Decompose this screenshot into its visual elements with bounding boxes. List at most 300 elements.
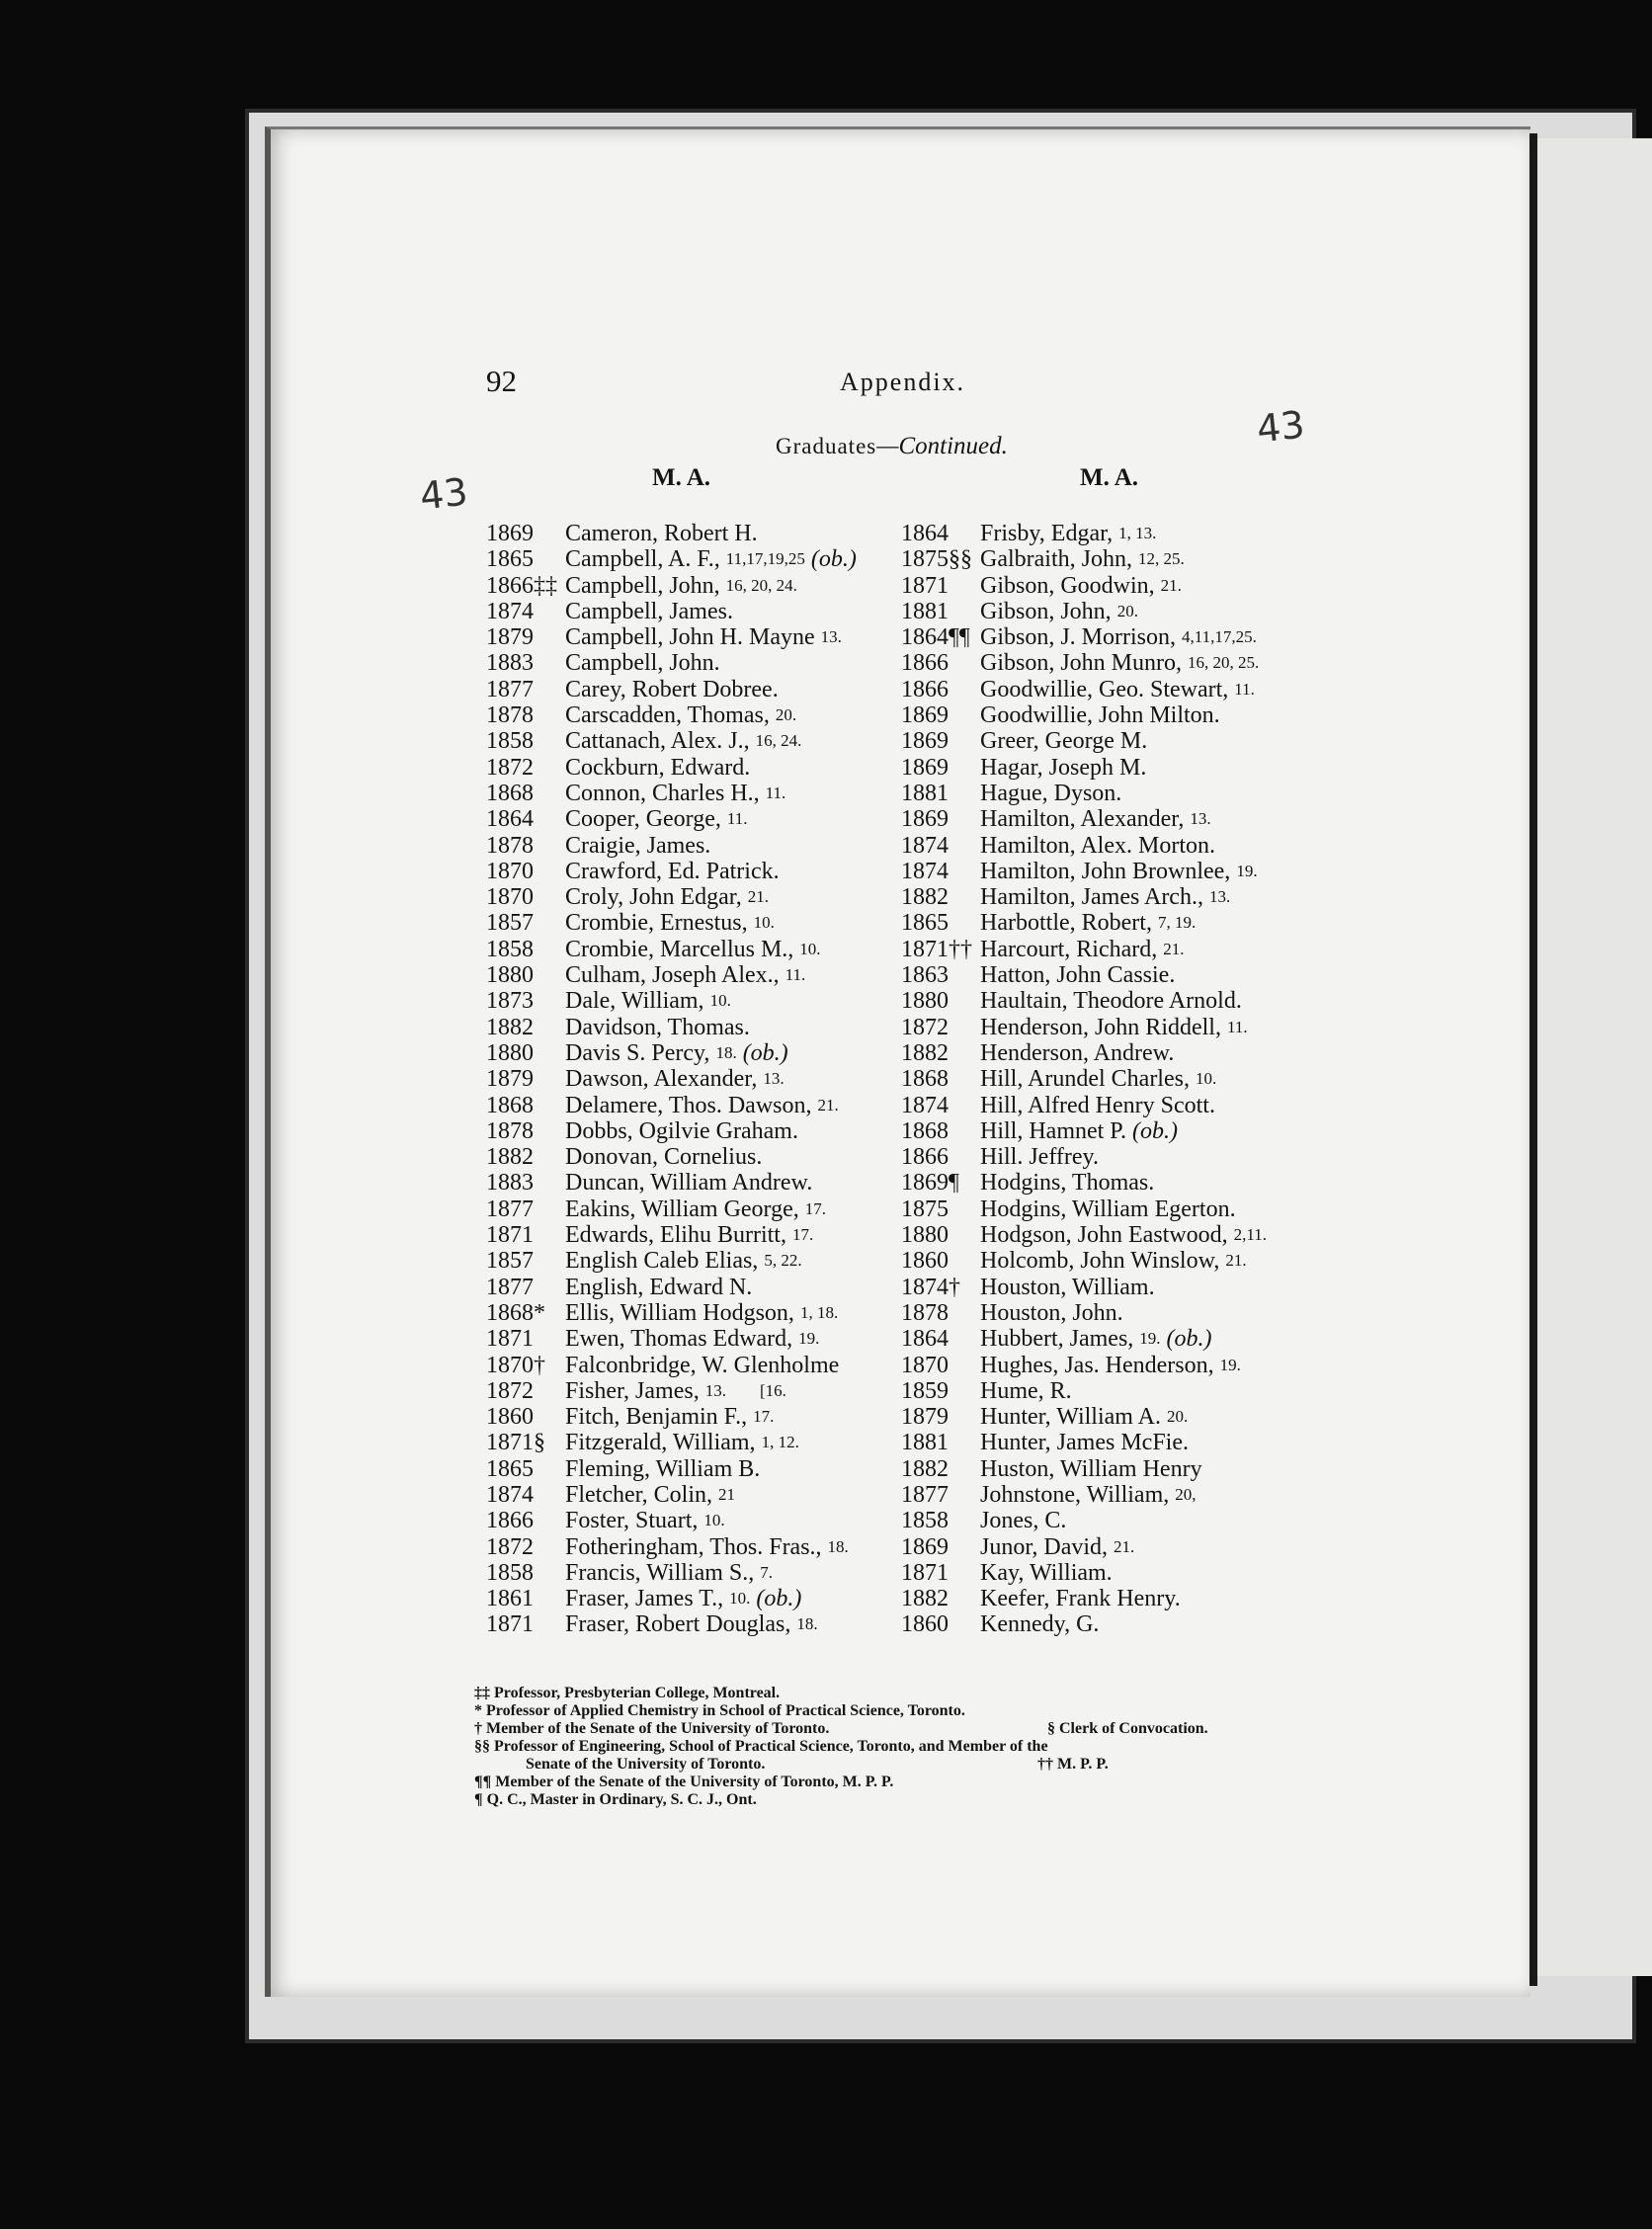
graduate-entry xyxy=(901,1353,1267,1378)
graduate-entry xyxy=(901,1197,1267,1222)
footnote: Senate of the University of Toronto. †† M. P. P. xyxy=(526,1756,1109,1773)
reference-numbers: 13. xyxy=(763,1069,785,1089)
graduate-name: Haultain, Theodore Arnold. xyxy=(980,988,1242,1015)
footnote-right: § Clerk of Convocation. xyxy=(1047,1720,1208,1737)
reference-numbers: 7, 19. xyxy=(1157,913,1197,933)
graduate-entry xyxy=(901,1456,1267,1482)
graduate-name: Ellis, William Hodgson, xyxy=(565,1299,794,1326)
reference-numbers: 7. xyxy=(760,1562,773,1582)
graduate-entry xyxy=(901,1300,1267,1326)
right-column-list xyxy=(901,521,1267,1638)
graduate-name: Craigie, James. xyxy=(565,832,711,859)
graduation-year: 1866 xyxy=(901,1144,949,1171)
graduate-entry xyxy=(901,1404,1267,1430)
graduate-name: Hodgins, Thomas. xyxy=(980,1170,1155,1197)
graduate-entry xyxy=(901,755,1267,781)
graduate-name: Hill, Arundel Charles, xyxy=(980,1066,1190,1093)
graduation-year: 1877 xyxy=(486,1196,534,1222)
graduation-year: 1873 xyxy=(486,988,534,1015)
obituary-mark: (ob.) xyxy=(1132,1117,1178,1144)
graduate-entry xyxy=(901,781,1267,806)
graduate-name: Hughes, Jas. Henderson, xyxy=(980,1352,1214,1378)
reference-numbers: 21. xyxy=(1114,1536,1135,1556)
graduate-name: Cattanach, Alex. J., xyxy=(565,728,750,755)
graduate-name: Campbell, James. xyxy=(565,598,733,624)
graduate-name: Goodwillie, Geo. Stewart, xyxy=(980,676,1229,702)
graduation-year: 1870 xyxy=(486,858,534,884)
graduation-year: 1868 xyxy=(486,780,534,806)
graduate-entry xyxy=(901,1378,1267,1404)
reference-numbers: 1, 12. xyxy=(761,1433,799,1452)
graduate-entry xyxy=(901,546,1267,572)
graduate-name: Carey, Robert Dobree. xyxy=(565,676,779,702)
graduation-year: 1871 xyxy=(486,1430,534,1456)
graduate-entry xyxy=(486,1170,857,1196)
graduation-year: 1874 xyxy=(901,1274,949,1300)
graduation-year: 1865 xyxy=(486,546,534,573)
graduate-name: Harbottle, Robert, xyxy=(980,910,1152,937)
reference-numbers: 21. xyxy=(747,887,770,907)
footnote-mark: † xyxy=(949,1274,960,1300)
graduation-year: 1875 xyxy=(901,1196,949,1222)
reference-numbers: 11. xyxy=(785,965,806,985)
graduate-name: Huston, William Henry xyxy=(980,1455,1202,1482)
graduate-name: Kay, William. xyxy=(980,1559,1113,1586)
reference-numbers: 12, 25. xyxy=(1137,549,1185,569)
graduate-entry xyxy=(901,1040,1267,1066)
graduation-year: 1880 xyxy=(901,988,949,1015)
graduate-name: Culham, Joseph Alex., xyxy=(565,962,780,989)
graduate-entry xyxy=(486,884,857,910)
graduation-year: 1872 xyxy=(486,754,534,781)
graduation-year: 1858 xyxy=(486,1559,534,1586)
graduation-year: 1869 xyxy=(901,1533,949,1560)
graduation-year: 1871 xyxy=(486,1611,534,1638)
graduation-year: 1868 xyxy=(901,1117,949,1144)
graduate-name: Hamilton, Alexander, xyxy=(980,806,1185,833)
graduate-name: Eakins, William George, xyxy=(565,1196,799,1222)
reference-numbers: 11. xyxy=(1226,1017,1248,1036)
graduation-year: 1872 xyxy=(486,1377,534,1404)
graduate-name: Campbell, John H. Mayne xyxy=(565,624,815,651)
graduate-name: Henderson, Andrew. xyxy=(980,1039,1175,1066)
reference-numbers: 18. xyxy=(827,1536,849,1556)
graduate-name: Fotheringham, Thos. Fras., xyxy=(565,1533,822,1560)
graduate-name: Hodgson, John Eastwood, xyxy=(980,1222,1228,1249)
reference-numbers: 13. xyxy=(820,627,842,647)
graduate-entry xyxy=(486,650,857,676)
graduation-year: 1868 xyxy=(486,1092,534,1118)
graduation-year: 1857 xyxy=(486,910,534,937)
graduate-entry xyxy=(486,1353,857,1378)
graduation-year: 1882 xyxy=(901,1455,949,1482)
graduate-entry xyxy=(486,1248,857,1274)
graduate-entry xyxy=(486,937,857,962)
graduation-year: 1859 xyxy=(901,1377,949,1404)
graduation-year: 1878 xyxy=(486,832,534,859)
graduate-name: Hatton, John Cassie. xyxy=(980,962,1176,989)
graduate-entry xyxy=(486,702,857,728)
graduate-entry xyxy=(486,1015,857,1040)
graduation-year: 1866 xyxy=(901,650,949,677)
graduation-year: 1882 xyxy=(901,884,949,911)
graduate-entry xyxy=(486,1300,857,1326)
footnote-mark: § xyxy=(534,1430,545,1456)
graduation-year: 1882 xyxy=(486,1014,534,1040)
graduate-name: Hagar, Joseph M. xyxy=(980,754,1147,781)
graduation-year: 1872 xyxy=(486,1533,534,1560)
reference-numbers: 16, 20, 24. xyxy=(725,575,797,595)
graduation-year: 1879 xyxy=(901,1404,949,1431)
reference-numbers: 1, 13. xyxy=(1118,524,1157,542)
footnote: ¶ Q. C., Master in Ordinary, S. C. J., Ont. xyxy=(474,1791,757,1808)
graduate-name: Houston, William. xyxy=(980,1274,1155,1300)
graduate-name: Gibson, J. Morrison, xyxy=(980,624,1177,651)
graduate-entry xyxy=(486,1275,857,1300)
graduate-name: Johnstone, William, xyxy=(980,1481,1170,1508)
graduation-year: 1865 xyxy=(901,910,949,937)
obituary-mark: (ob.) xyxy=(742,1039,788,1066)
graduate-entry xyxy=(901,1611,1267,1637)
graduation-year: 1874 xyxy=(486,598,534,624)
graduate-entry xyxy=(901,1170,1267,1196)
graduate-entry xyxy=(901,962,1267,988)
graduate-name: Hill, Hamnet P. xyxy=(980,1117,1126,1144)
graduation-year: 1866 xyxy=(901,676,949,702)
graduate-entry xyxy=(486,1482,857,1508)
graduation-year: 1869 xyxy=(901,806,949,833)
reference-numbers: 20. xyxy=(775,705,797,725)
graduate-entry xyxy=(486,1197,857,1222)
graduate-entry xyxy=(486,677,857,702)
graduate-name: Falconbridge, W. Glenholme xyxy=(565,1352,840,1378)
graduate-entry xyxy=(901,1482,1267,1508)
graduation-year: 1869 xyxy=(901,754,949,781)
graduation-year: 1871 xyxy=(901,1559,949,1586)
graduation-year: 1857 xyxy=(486,1248,534,1275)
graduation-year: 1860 xyxy=(486,1404,534,1431)
graduate-name: Ewen, Thomas Edward, xyxy=(565,1326,793,1353)
graduate-entry xyxy=(901,1586,1267,1611)
reference-numbers: 17. xyxy=(753,1407,775,1427)
graduate-name: Campbell, John, xyxy=(565,572,720,599)
handwritten-note-right: 43 xyxy=(1254,402,1307,452)
graduate-name: Hunter, James McFie. xyxy=(980,1430,1189,1456)
obituary-mark: (ob.) xyxy=(810,546,857,573)
footnote-mark: ¶ xyxy=(949,1170,959,1197)
reference-numbers: 5, 22. xyxy=(764,1251,802,1271)
graduate-name: Connon, Charles H., xyxy=(565,780,760,806)
reference-numbers: 20, xyxy=(1175,1484,1197,1504)
graduation-year: 1869 xyxy=(901,1170,949,1197)
graduate-entry xyxy=(486,599,857,624)
graduate-entry xyxy=(901,806,1267,832)
graduate-entry xyxy=(486,1144,857,1170)
graduation-year: 1882 xyxy=(901,1586,949,1612)
graduate-name: Dobbs, Ogilvie Graham. xyxy=(565,1117,798,1144)
graduate-name: Cooper, George, xyxy=(565,806,721,833)
graduate-name: Croly, John Edgar, xyxy=(565,884,742,911)
obituary-mark: (ob.) xyxy=(1166,1326,1212,1353)
graduation-year: 1870 xyxy=(486,884,534,911)
graduation-year: 1858 xyxy=(486,728,534,755)
footnote-right: †† M. P. P. xyxy=(1037,1756,1109,1773)
reference-numbers: 19. xyxy=(1139,1329,1161,1349)
graduation-year: 1868 xyxy=(486,1299,534,1326)
graduate-name: Dawson, Alexander, xyxy=(565,1066,758,1093)
reference-numbers: 20. xyxy=(1116,601,1138,620)
reference-numbers: 21. xyxy=(1225,1251,1247,1271)
graduate-entry xyxy=(901,1430,1267,1455)
graduate-entry xyxy=(901,624,1267,650)
graduation-year: 1866 xyxy=(486,572,534,599)
footnote-mark: §§ xyxy=(949,546,972,573)
footnote-mark: †† xyxy=(949,936,972,962)
graduate-entry xyxy=(486,1040,857,1066)
reference-numbers: 11. xyxy=(1234,679,1255,699)
graduate-entry xyxy=(901,1118,1267,1144)
graduation-year: 1880 xyxy=(901,1222,949,1249)
graduate-name: Davidson, Thomas. xyxy=(565,1014,750,1040)
graduate-entry xyxy=(486,1378,857,1404)
left-column-list xyxy=(486,521,857,1638)
graduate-entry xyxy=(486,1093,857,1118)
graduate-name: Gibson, Goodwin, xyxy=(980,572,1155,599)
graduation-year: 1871 xyxy=(486,1326,534,1353)
graduate-entry xyxy=(901,702,1267,728)
graduate-name: Crawford, Ed. Patrick. xyxy=(565,858,780,884)
graduation-year: 1869 xyxy=(486,521,534,546)
graduate-name: Fitzgerald, William, xyxy=(565,1430,756,1456)
reference-numbers: 4,11,17,25. xyxy=(1182,627,1257,647)
graduation-year: 1878 xyxy=(486,1117,534,1144)
right-column-heading: M. A. xyxy=(1080,464,1139,491)
footnote-mark: † xyxy=(534,1352,545,1378)
graduation-year: 1869 xyxy=(901,702,949,729)
footnote: ‡‡ Professor, Presbyterian College, Montreal. xyxy=(474,1685,781,1701)
graduate-name: Gibson, John, xyxy=(980,598,1112,624)
reference-numbers: 16, 20, 25. xyxy=(1188,653,1260,673)
graduation-year: 1871 xyxy=(901,936,949,962)
reference-numbers: 21. xyxy=(817,1095,839,1114)
graduate-entry xyxy=(486,1560,857,1586)
graduation-year: 1870 xyxy=(486,1352,534,1378)
footnotes xyxy=(474,1685,1324,1809)
graduate-entry xyxy=(486,573,857,599)
reference-numbers: 10. xyxy=(1195,1069,1217,1089)
graduation-year: 1878 xyxy=(486,702,534,729)
reference-numbers: 17. xyxy=(804,1198,827,1218)
graduate-entry xyxy=(486,624,857,650)
reference-numbers: 17. xyxy=(791,1225,814,1245)
graduate-name: Goodwillie, John Milton. xyxy=(980,702,1220,729)
reference-numbers: 21. xyxy=(1163,939,1185,958)
graduate-entry xyxy=(486,1611,857,1637)
reference-numbers: 11,17,19,25 xyxy=(725,549,805,569)
reference-numbers: 2,11. xyxy=(1233,1225,1268,1245)
graduate-entry xyxy=(486,1456,857,1482)
page-gutter xyxy=(1529,133,1537,1986)
graduate-entry xyxy=(486,962,857,988)
graduate-name: Hunter, William A. xyxy=(980,1404,1161,1431)
graduate-name: Cameron, Robert H. xyxy=(565,521,758,546)
graduate-name: Campbell, John. xyxy=(565,650,720,677)
graduation-year: 1860 xyxy=(901,1611,949,1638)
graduate-name: Gibson, John Munro, xyxy=(980,650,1183,677)
graduation-year: 1874 xyxy=(901,1092,949,1118)
graduate-entry xyxy=(901,1275,1267,1300)
graduate-entry xyxy=(901,1248,1267,1274)
obituary-mark: (ob.) xyxy=(756,1586,802,1612)
graduate-name: Carscadden, Thomas, xyxy=(565,702,770,729)
graduation-year: 1858 xyxy=(486,936,534,962)
graduation-year: 1872 xyxy=(901,1014,949,1040)
graduate-entry xyxy=(901,650,1267,676)
graduate-name: Hamilton, James Arch., xyxy=(980,884,1203,911)
graduate-name: Keefer, Frank Henry. xyxy=(980,1586,1181,1612)
reference-numbers: 11. xyxy=(726,809,748,829)
graduate-name: Harcourt, Richard, xyxy=(980,936,1158,962)
reference-numbers: 10. xyxy=(799,939,821,958)
graduate-entry xyxy=(901,1534,1267,1560)
reference-numbers: 10. xyxy=(709,991,731,1011)
graduate-name: Donovan, Cornelius. xyxy=(565,1144,763,1171)
graduate-entry xyxy=(486,1118,857,1144)
graduate-entry xyxy=(486,1066,857,1092)
graduate-entry xyxy=(901,1144,1267,1170)
graduation-year: 1883 xyxy=(486,1170,534,1197)
graduate-entry xyxy=(486,1326,857,1352)
graduate-entry xyxy=(901,1015,1267,1040)
graduation-year: 1880 xyxy=(486,962,534,989)
graduate-entry xyxy=(901,988,1267,1014)
graduate-entry xyxy=(901,677,1267,702)
graduate-name: Henderson, John Riddell, xyxy=(980,1014,1221,1040)
graduate-name: Crombie, Ernestus, xyxy=(565,910,748,937)
graduate-entry xyxy=(901,1093,1267,1118)
graduate-name: Jones, C. xyxy=(980,1508,1067,1534)
footnote: §§ Professor of Engineering, School of Practical Science, Toronto, and Member of the xyxy=(474,1738,1048,1755)
facing-page-edge xyxy=(1537,138,1652,1976)
graduate-name: Fitch, Benjamin F., xyxy=(565,1404,748,1431)
graduate-entry xyxy=(901,1222,1267,1248)
graduation-year: 1881 xyxy=(901,598,949,624)
graduate-entry xyxy=(486,546,857,572)
graduation-year: 1879 xyxy=(486,1066,534,1093)
graduate-entry xyxy=(901,937,1267,962)
graduate-entry xyxy=(486,728,857,754)
graduate-entry xyxy=(901,910,1267,936)
graduate-entry xyxy=(486,781,857,806)
graduation-year: 1874 xyxy=(901,832,949,859)
graduation-year: 1858 xyxy=(901,1508,949,1534)
graduation-year: 1865 xyxy=(486,1455,534,1482)
graduate-name: Dale, William, xyxy=(565,988,704,1015)
reference-numbers: 21. xyxy=(1160,575,1182,595)
graduate-name: Hubbert, James, xyxy=(980,1326,1134,1353)
graduation-year: 1871 xyxy=(486,1222,534,1249)
graduation-year: 1864 xyxy=(901,624,949,651)
graduation-year: 1882 xyxy=(901,1039,949,1066)
graduate-name: Hill, Alfred Henry Scott. xyxy=(980,1092,1215,1118)
graduate-entry xyxy=(901,599,1267,624)
footnote-mark: ¶¶ xyxy=(949,624,970,651)
graduate-entry xyxy=(486,806,857,832)
graduate-name: Frisby, Edgar, xyxy=(980,521,1114,546)
footnote-mark: * xyxy=(534,1299,545,1326)
reference-numbers: 10. xyxy=(753,913,775,933)
graduate-name: Francis, William S., xyxy=(565,1559,755,1586)
graduation-year: 1869 xyxy=(901,728,949,755)
graduation-year: 1881 xyxy=(901,780,949,806)
graduate-name: Hill. Jeffrey. xyxy=(980,1144,1099,1171)
page-number: 92 xyxy=(486,364,517,398)
graduate-entry xyxy=(901,1066,1267,1092)
graduate-entry xyxy=(901,728,1267,754)
graduate-name: Galbraith, John, xyxy=(980,546,1132,573)
graduate-name: Kennedy, G. xyxy=(980,1611,1100,1638)
graduation-year: 1875 xyxy=(901,546,949,573)
graduate-name: Foster, Stuart, xyxy=(565,1508,699,1534)
graduate-name: Hume, R. xyxy=(980,1377,1072,1404)
graduation-year: 1864 xyxy=(901,1326,949,1353)
graduation-year: 1860 xyxy=(901,1248,949,1275)
footnote: * Professor of Applied Chemistry in School of Practical Science, Toronto. xyxy=(474,1702,965,1719)
graduation-year: 1864 xyxy=(486,806,534,833)
graduate-name: Junor, David, xyxy=(980,1533,1109,1560)
graduate-entry xyxy=(486,910,857,936)
graduation-year: 1877 xyxy=(486,1274,534,1300)
running-head: Appendix. xyxy=(840,368,966,396)
graduate-entry xyxy=(486,1586,857,1611)
graduate-name: Fraser, Robert Douglas, xyxy=(565,1611,791,1638)
graduate-entry xyxy=(486,1508,857,1533)
reference-numbers: 16, 24. xyxy=(755,731,802,751)
reference-numbers: 19. xyxy=(798,1329,820,1349)
graduation-year: 1866 xyxy=(486,1508,534,1534)
graduate-entry xyxy=(486,988,857,1014)
graduate-entry xyxy=(901,859,1267,884)
handwritten-note-left: 43 xyxy=(417,469,470,519)
reference-numbers: 21 xyxy=(718,1484,736,1504)
graduate-name: Fisher, James, xyxy=(565,1377,700,1404)
graduate-name: Cockburn, Edward. xyxy=(565,754,751,781)
reference-numbers: 10. xyxy=(703,1511,725,1530)
graduate-entry xyxy=(901,833,1267,859)
graduate-entry xyxy=(901,521,1267,546)
graduation-year: 1874 xyxy=(486,1481,534,1508)
graduate-entry xyxy=(486,833,857,859)
graduate-name: Duncan, William Andrew. xyxy=(565,1170,813,1197)
graduation-year: 1870 xyxy=(901,1352,949,1378)
reference-numbers: 1, 18. xyxy=(799,1302,839,1322)
reference-numbers: 11. xyxy=(765,783,786,802)
graduate-entry xyxy=(486,1534,857,1560)
graduate-entry xyxy=(486,755,857,781)
graduate-name: Hodgins, William Egerton. xyxy=(980,1196,1236,1222)
graduate-entry xyxy=(486,521,857,546)
graduate-entry xyxy=(486,1404,857,1430)
graduate-name: Greer, George M. xyxy=(980,728,1148,755)
graduation-year: 1879 xyxy=(486,624,534,651)
graduate-name: Crombie, Marcellus M., xyxy=(565,936,794,962)
graduate-name: Hamilton, John Brownlee, xyxy=(980,858,1231,884)
section-title: Graduates—Continued. xyxy=(776,433,1008,459)
graduation-year: 1880 xyxy=(486,1039,534,1066)
graduate-entry xyxy=(486,1430,857,1455)
graduation-year: 1871 xyxy=(901,572,949,599)
graduate-entry xyxy=(901,1326,1267,1352)
